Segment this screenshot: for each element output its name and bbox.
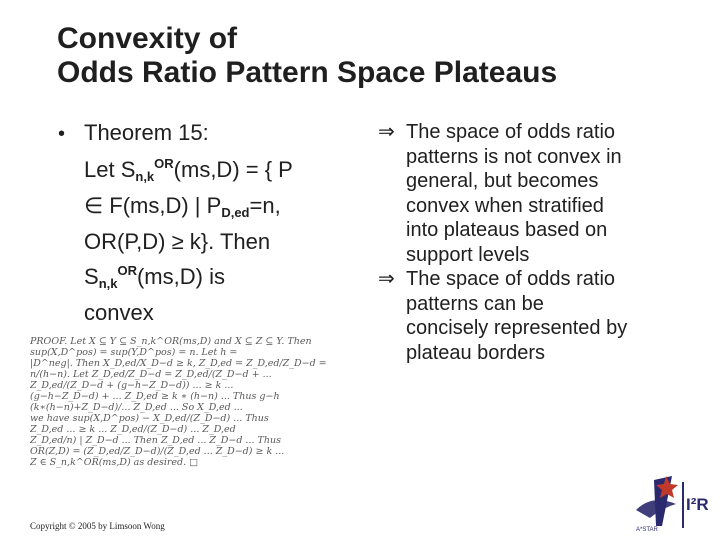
implies-arrow-icon: ⇒ bbox=[378, 268, 395, 290]
bullet-icon: • bbox=[58, 123, 66, 145]
proof-line: Z_D,ed/(Z_D−d + (g−h−Z_D−d)) ... ≥ k ... bbox=[30, 380, 234, 391]
proof-line: we have sup(X,D^pos) − X_D,ed/(Z_D−d) ... Thus bbox=[30, 413, 269, 424]
point-text: support levels bbox=[406, 243, 530, 266]
superscript: OR bbox=[117, 263, 137, 278]
proof-line: Z ∈ S_n,k^OR(ms,D) as desired. □ bbox=[30, 457, 199, 468]
proof-line: OR(Z,D) = (Z_D,ed/Z_D−d)/(Z_D,ed ... Z_D−d) ≥ k ... bbox=[30, 446, 285, 457]
proof-line: Z_D,ed ... ≥ k ... Z_D,ed/(Z_D−d) ... Z_D,ed bbox=[30, 424, 236, 435]
theorem-heading bbox=[58, 118, 293, 149]
proof-line: Z_D,ed/n) | Z_D−d ... Then Z_D,ed ... Z_D−d ... Thus bbox=[30, 435, 281, 446]
implies-arrow-icon: ⇒ bbox=[378, 121, 395, 143]
point-text: The space of odds ratio bbox=[406, 268, 616, 290]
theorem-text: =n, bbox=[249, 193, 281, 218]
proof-line: (k∗(h−n)+Z_D−d)/... Z_D,ed ... So X_D,ed ... bbox=[30, 402, 243, 413]
theorem-label: Theorem 15: bbox=[84, 120, 209, 145]
theorem-line-3 bbox=[58, 191, 293, 227]
i2r-logo bbox=[632, 474, 712, 532]
point-text: plateau borders bbox=[406, 341, 545, 364]
proof-line: PROOF. Let X ⊆ Y ⊆ S_n,k^OR(ms,D) and X ⊆ Z ⊆ Y. Then bbox=[30, 336, 312, 347]
theorem-text: ∈ F(ms,D) | P bbox=[84, 193, 222, 218]
subscript: D,ed bbox=[221, 205, 250, 220]
theorem-line-4: OR(P,D) ≥ k}. Then bbox=[84, 229, 271, 254]
point-text: concisely represented by bbox=[406, 317, 628, 339]
copyright-notice: Copyright © 2005 by Limsoon Wong bbox=[30, 521, 165, 531]
slide-title bbox=[57, 22, 557, 90]
proof-line: n/(h−n). Let Z_D,ed/Z_D−d = Z_D,ed/(Z_D−d + ... bbox=[30, 369, 272, 380]
theorem-text: (ms,D) is bbox=[136, 264, 225, 289]
point-text: patterns is not convex in bbox=[406, 145, 622, 168]
point-text: general, but becomes bbox=[406, 170, 599, 192]
logo-icon bbox=[632, 474, 712, 532]
theorem-line-2 bbox=[58, 149, 293, 191]
theorem-statement bbox=[58, 118, 293, 327]
superscript: OR bbox=[154, 156, 174, 171]
proof-line: sup(X,D^pos) = sup(Y,D^pos) = n. Let h = bbox=[30, 347, 238, 358]
title-line-2: Odds Ratio Pattern Space Plateaus bbox=[57, 56, 558, 89]
theorem-line-6: convex bbox=[84, 300, 154, 325]
theorem-text: Let S bbox=[84, 157, 136, 182]
theorem-text: S bbox=[84, 264, 99, 289]
point-text: patterns can be bbox=[406, 292, 544, 315]
point-text: into plateaus based on bbox=[406, 219, 608, 241]
point-2 bbox=[378, 267, 627, 365]
point-text: The space of odds ratio bbox=[406, 121, 616, 143]
subscript: n,k bbox=[135, 169, 155, 184]
subscript: n,k bbox=[98, 276, 118, 291]
key-points bbox=[378, 120, 627, 365]
theorem-text: (ms,D) = { P bbox=[173, 157, 293, 182]
point-text: convex when stratified bbox=[406, 194, 604, 217]
title-line-1: Convexity of bbox=[57, 22, 238, 55]
logo-subtext: A*STAR bbox=[636, 527, 658, 532]
proof-line: (g−h−Z_D−d) + ... Z_D,ed ≥ k ∗ (h−n) ... Thus g−h bbox=[30, 391, 280, 402]
proof-excerpt bbox=[30, 336, 384, 468]
proof-line: |D^neg|. Then X_D,ed/X_D−d ≥ k, Z_D,ed = Z_D,ed/Z_D−d = bbox=[30, 358, 327, 369]
logo-text: I²R bbox=[686, 495, 709, 514]
theorem-line-5 bbox=[58, 256, 293, 298]
point-1 bbox=[378, 120, 627, 267]
